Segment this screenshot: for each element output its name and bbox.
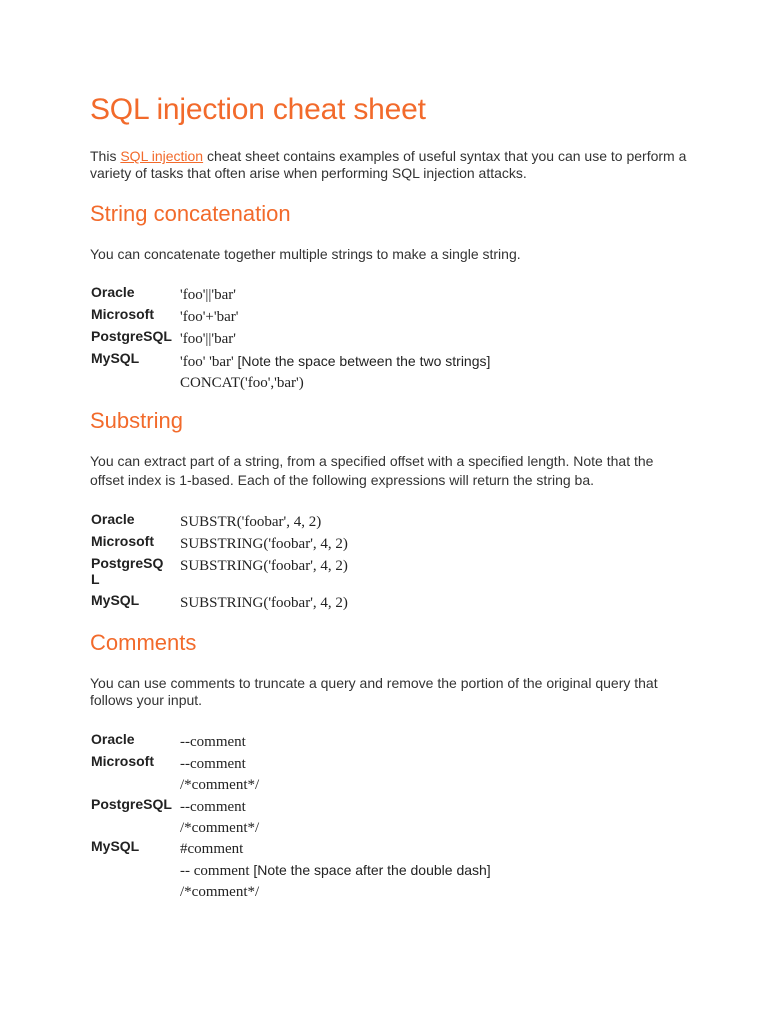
db-label-microsoft: Microsoft (91, 753, 154, 769)
db-label-mysql: MySQL (91, 838, 140, 854)
db-label-mysql: MySQL (91, 350, 140, 366)
section-heading-comments: Comments (90, 630, 197, 655)
db-label-oracle: Oracle (91, 511, 135, 527)
db-label-oracle: Oracle (91, 731, 135, 747)
code-example: SUBSTRING('foobar', 4, 2) (180, 536, 348, 552)
code-example: SUBSTRING('foobar', 4, 2) (180, 558, 348, 574)
code-example: SUBSTR('foobar', 4, 2) (180, 514, 322, 530)
note-text: [Note the space after the double dash] (253, 862, 491, 878)
code-example: SUBSTRING('foobar', 4, 2) (180, 595, 348, 611)
db-label-oracle: Oracle (91, 284, 135, 300)
code-example: 'foo'||'bar' (180, 287, 236, 303)
section-heading-string-concatenation: String concatenation (90, 201, 291, 226)
intro-paragraph (90, 148, 690, 182)
section-description: You can concatenate together multiple strings to make a single string. (90, 246, 521, 262)
code-example: 'foo' 'bar' [Note the space between the two strings] CONCAT('foo','bar') (180, 353, 491, 391)
db-label-postgresql: PostgreSQL (91, 328, 172, 344)
section-description: You can use comments to truncate a query and remove the portion of the original query that follows your input. (90, 675, 658, 708)
section-heading-substring: Substring (90, 408, 183, 433)
code-example: --comment /*comment*/ (180, 756, 260, 793)
db-label-microsoft: Microsoft (91, 533, 154, 549)
section-description: You can extract part of a string, from a specified offset with a specified length. Note that the offset index is 1-based. Each of the following expressions will return the string ba. (90, 453, 654, 488)
code-example: 'foo'+'bar' (180, 309, 239, 325)
db-label-mysql: MySQL (91, 592, 140, 608)
intro-suffix: cheat sheet contains examples of useful syntax that you can use to perform a variety of tasks that often arise when performing SQL injection attacks. (90, 148, 687, 181)
sql-injection-link[interactable]: SQL injection (120, 148, 204, 164)
page-title: SQL injection cheat sheet (90, 93, 426, 126)
db-label-postgresql: PostgreSQL (91, 555, 164, 587)
code-example: 'foo'||'bar' (180, 331, 236, 347)
intro-prefix: This (90, 148, 121, 164)
db-label-microsoft: Microsoft (91, 306, 154, 322)
code-example: #comment -- comment [Note the space after the double dash] /*comment*/ (180, 841, 491, 900)
code-example: --comment (180, 734, 246, 750)
db-label-postgresql: PostgreSQL (91, 796, 172, 812)
note-text: [Note the space between the two strings] (237, 353, 491, 369)
code-example: --comment /*comment*/ (180, 799, 260, 836)
